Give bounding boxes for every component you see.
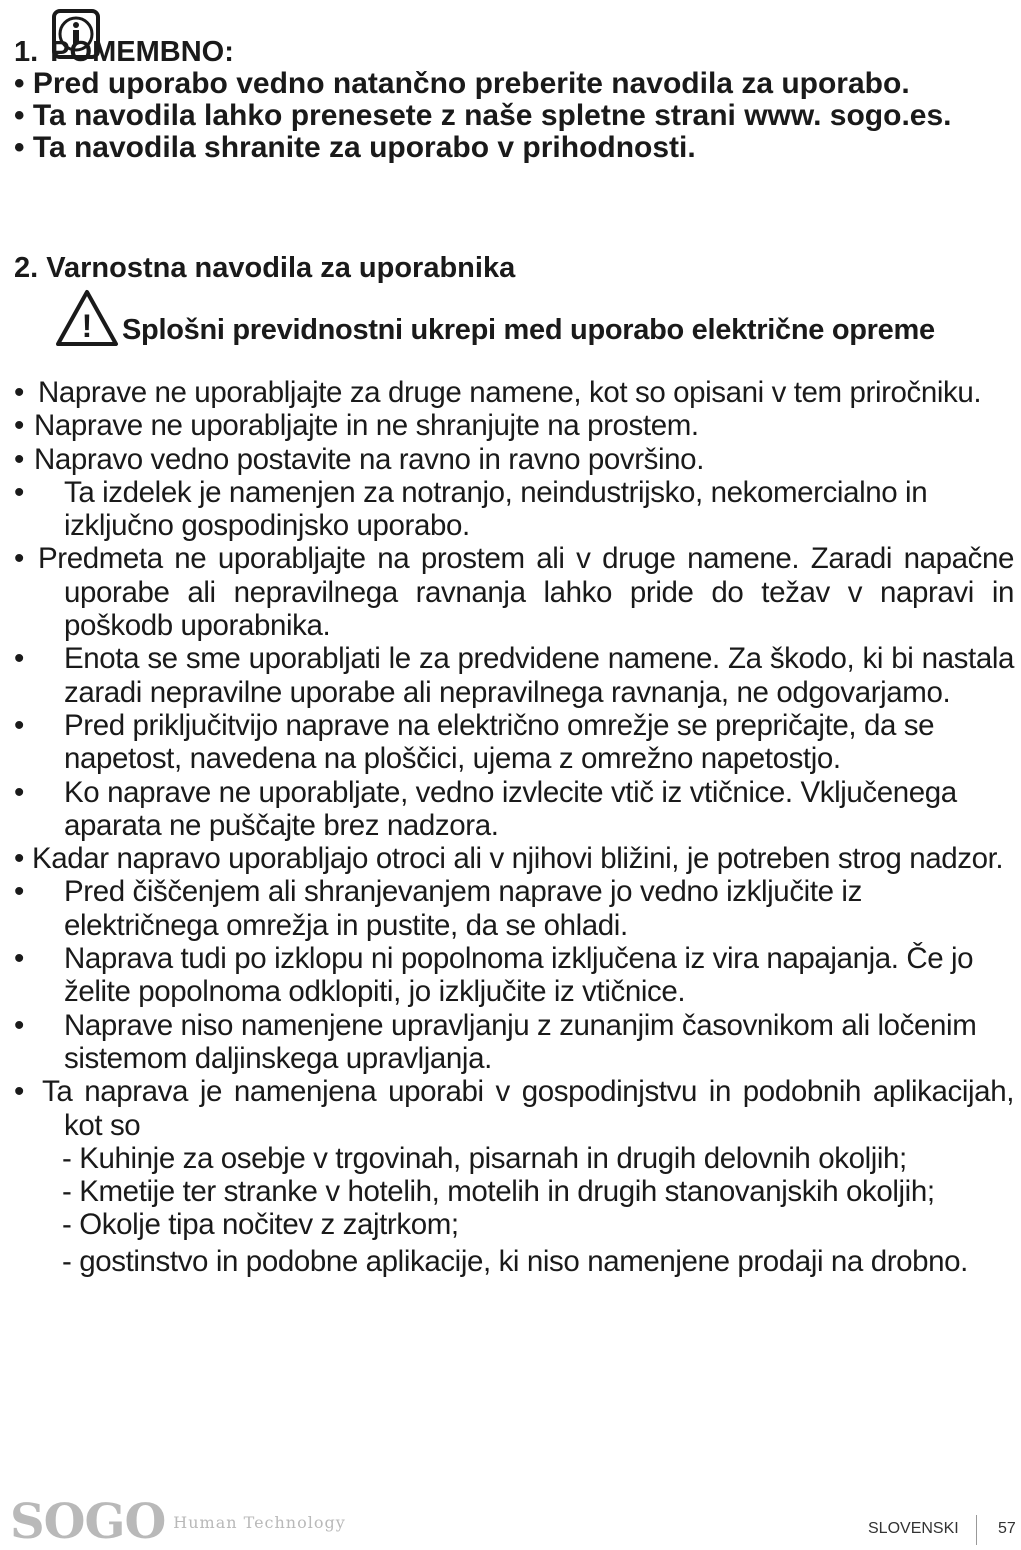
safety-item: • Pred priključitvijo naprave na električno omrežje se prepričajte, da se napetost, navedena na ploščici, ujema z omrežno napetostjo. bbox=[14, 708, 935, 776]
safety-item: • Naprave ne uporabljajte in ne shranjujte na prostem. bbox=[14, 409, 699, 443]
section-1-title: POMEMBNO: bbox=[50, 36, 234, 68]
general-precautions-heading: Splošni previdnostni ukrepi med uporabo električne opreme bbox=[122, 314, 935, 346]
safety-list bbox=[14, 376, 1014, 1282]
logo-wordmark: SOGO bbox=[10, 1494, 166, 1550]
bullet: • bbox=[14, 409, 24, 443]
footer-language: SLOVENSKI bbox=[868, 1520, 959, 1537]
dash: - bbox=[62, 1208, 72, 1242]
footer-divider bbox=[976, 1515, 977, 1545]
safety-item: • Predmeta ne uporabljajte na prostem ali v druge namene. Zaradi napačne uporabe ali nepravilnega ravnanja lahko pride do težav v napravi in poškodb uporabnika. bbox=[14, 542, 1014, 643]
important-list bbox=[14, 68, 1004, 164]
bullet: • bbox=[14, 442, 24, 476]
bullet: • bbox=[14, 475, 24, 509]
safety-item: • Naprave niso namenjene upravljanju z zunanjim časovnikom ali ločenim sistemom daljinskega upravljanja. bbox=[14, 1008, 977, 1075]
sogo-logo bbox=[10, 1494, 346, 1550]
dash: - bbox=[62, 1244, 72, 1278]
safety-item: • Ko naprave ne uporabljate, vedno izvlecite vtič iz vtičnice. Vključenega aparata ne puščajte brez nadzora. bbox=[14, 775, 957, 842]
bullet: • bbox=[14, 1008, 24, 1042]
bullet: • bbox=[14, 642, 24, 676]
safety-item: • Naprave ne uporabljajte za druge namene, kot so opisani v tem priročniku. bbox=[14, 376, 982, 409]
bullet: • bbox=[14, 942, 24, 976]
warning-exclamation: ! bbox=[81, 308, 93, 344]
section-1-heading bbox=[14, 34, 234, 70]
section-2-heading: 2. Varnostna navodila za uporabnika bbox=[14, 252, 516, 284]
safety-item: • Ta izdelek je namenjen za notranjo, neindustrijsko, nekomercialno in izključno gospodinjsko uporabo. bbox=[14, 475, 928, 543]
page-number: 57 bbox=[998, 1520, 1016, 1537]
important-item: • Pred uporabo vedno natančno preberite navodila za uporabo. bbox=[14, 67, 910, 100]
bullet: • bbox=[14, 708, 24, 742]
warning-triangle-icon bbox=[54, 288, 120, 348]
section-1-number: 1. bbox=[14, 36, 39, 68]
bullet: • bbox=[14, 875, 24, 909]
logo-tagline: Human Technology bbox=[173, 1512, 346, 1532]
important-item: • Ta navodila lahko prenesete z naše spletne strani www. sogo.es. bbox=[14, 99, 952, 132]
bullet: • bbox=[14, 99, 25, 132]
bullet: • bbox=[14, 67, 25, 100]
safety-item: • Ta naprava je namenjena uporabi v gospodinjstvu in podobnih aplikacijah, kot so bbox=[14, 1075, 1014, 1142]
environment-sub-item: - gostinstvo in podobne aplikacije, ki niso namenjene prodaji na drobno. bbox=[62, 1244, 968, 1278]
environment-sub-item: - Kuhinje za osebje v trgovinah, pisarnah in drugih delovnih okoljih; bbox=[62, 1141, 907, 1175]
environment-sub-item: - Kmetije ter stranke v hotelih, motelih in drugih stanovanjskih okoljih; bbox=[62, 1175, 935, 1209]
bullet: • bbox=[14, 131, 25, 164]
dash: - bbox=[62, 1141, 72, 1175]
bullet: • bbox=[14, 1075, 24, 1109]
important-item: • Ta navodila shranite za uporabo v prihodnosti. bbox=[14, 131, 696, 164]
safety-item: • Naprava tudi po izklopu ni popolnoma izključena iz vira napajanja. Če jo želite popolnoma odklopiti, jo izključite iz vtičnice. bbox=[14, 942, 974, 1009]
bullet: • bbox=[14, 775, 24, 809]
safety-item: • Enota se sme uporabljati le za predvidene namene. Za škodo, ki bi nastala zaradi nepravilne uporabe ali nepravilnega ravnanja, ne odgovarjamo. bbox=[14, 642, 1014, 709]
bullet: • bbox=[14, 542, 24, 576]
bullet: • bbox=[14, 376, 24, 409]
bullet: • bbox=[14, 842, 24, 876]
environment-sub-item: - Okolje tipa nočitev z zajtrkom; bbox=[62, 1208, 459, 1242]
safety-item: • Pred čiščenjem ali shranjevanjem naprave jo vedno izključite iz električnega omrežja in pustite, da se ohladi. bbox=[14, 875, 862, 942]
safety-item: • Kadar napravo uporabljajo otroci ali v njihovi bližini, je potreben strog nadzor. bbox=[14, 842, 1004, 876]
safety-item: • Napravo vedno postavite na ravno in ravno površino. bbox=[14, 442, 704, 476]
dash: - bbox=[62, 1175, 72, 1209]
